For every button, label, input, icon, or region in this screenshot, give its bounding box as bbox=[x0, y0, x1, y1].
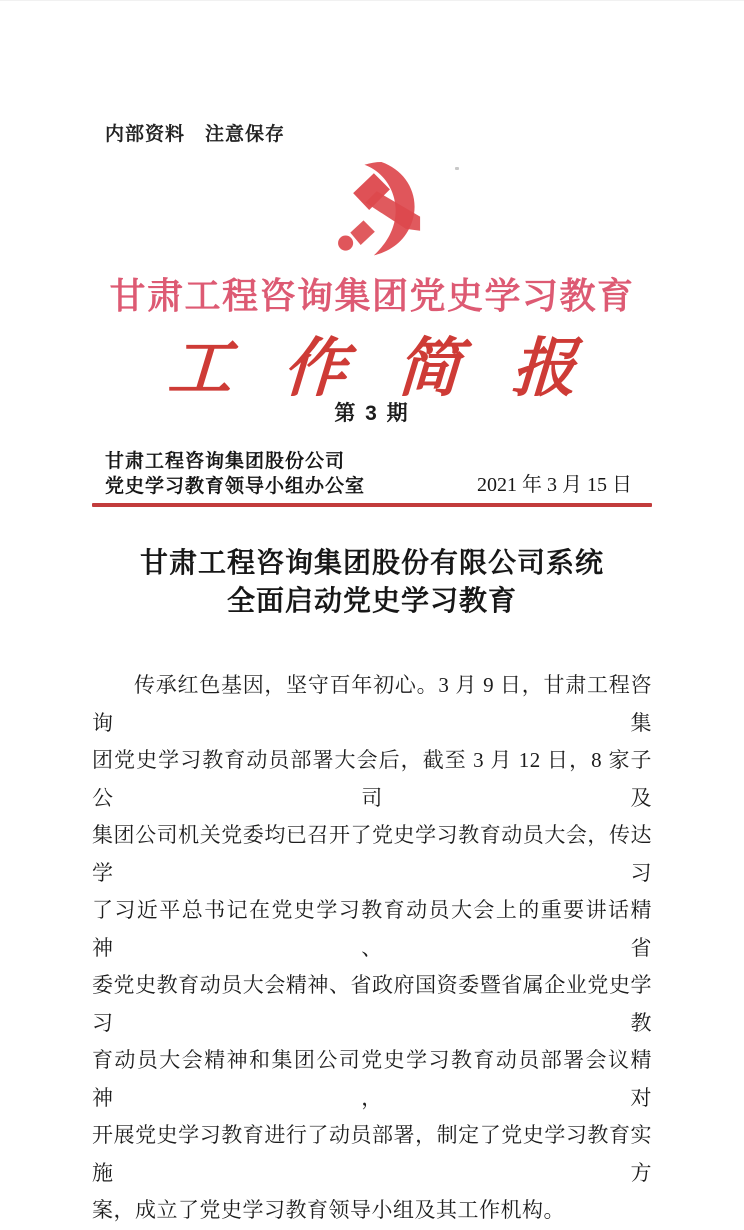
body-line: 传承红色基因，坚守百年初心。3 月 9 日，甘肃工程咨询集 bbox=[92, 673, 652, 735]
issuer-line-1: 甘肃工程咨询集团股份公司 bbox=[105, 451, 346, 472]
article-title bbox=[92, 544, 652, 620]
body-line: 集团公司机关党委均已召开了党史学习教育动员大会，传达学习 bbox=[92, 823, 652, 885]
body-line: 育动员大会精神和集团公司党史学习教育动员部署会议精神，对 bbox=[92, 1048, 652, 1110]
briefing-calligraphy-title bbox=[168, 333, 576, 405]
party-emblem bbox=[92, 159, 652, 265]
article-title-line-1: 甘肃工程咨询集团股份有限公司系统 bbox=[139, 547, 604, 578]
briefing-char: 工 bbox=[166, 331, 234, 406]
briefing-char: 简 bbox=[395, 331, 464, 406]
body-line: 了习近平总书记在党史学习教育动员大会上的重要讲话精神、省 bbox=[92, 898, 652, 960]
scan-artifact bbox=[455, 167, 459, 170]
masthead-title: 甘肃工程咨询集团党史学习教育 bbox=[109, 275, 635, 316]
issue-date: 2021 年 3 月 15 日 bbox=[477, 474, 632, 496]
issuer-row bbox=[92, 449, 652, 499]
body-line: 委党史教育动员大会精神、省政府国资委暨省属企业党史学习教 bbox=[92, 973, 652, 1035]
body-line: 开展党史学习教育进行了动员部署，制定了党史学习教育实施方 bbox=[92, 1123, 652, 1185]
red-divider-rule bbox=[92, 503, 652, 507]
hammer-and-sickle-icon bbox=[306, 159, 438, 263]
briefing-char: 报 bbox=[510, 331, 578, 406]
issuer-line-2: 党史学习教育领导小组办公室 bbox=[105, 476, 366, 497]
document-page bbox=[0, 123, 744, 1222]
classification-notice: 内部资料 注意保存 bbox=[105, 124, 286, 145]
body-line: 案，成立了党史学习教育领导小组及其工作机构。 bbox=[92, 1198, 565, 1222]
body-line: 团党史学习教育动员部署大会后，截至 3 月 12 日，8 家子公司及 bbox=[92, 748, 652, 810]
briefing-char: 作 bbox=[280, 331, 349, 406]
article-body bbox=[92, 667, 652, 1230]
issue-number: 第 3 期 bbox=[334, 402, 410, 425]
issuer-block bbox=[105, 449, 365, 499]
article-title-line-2: 全面启动党史学习教育 bbox=[226, 585, 517, 616]
